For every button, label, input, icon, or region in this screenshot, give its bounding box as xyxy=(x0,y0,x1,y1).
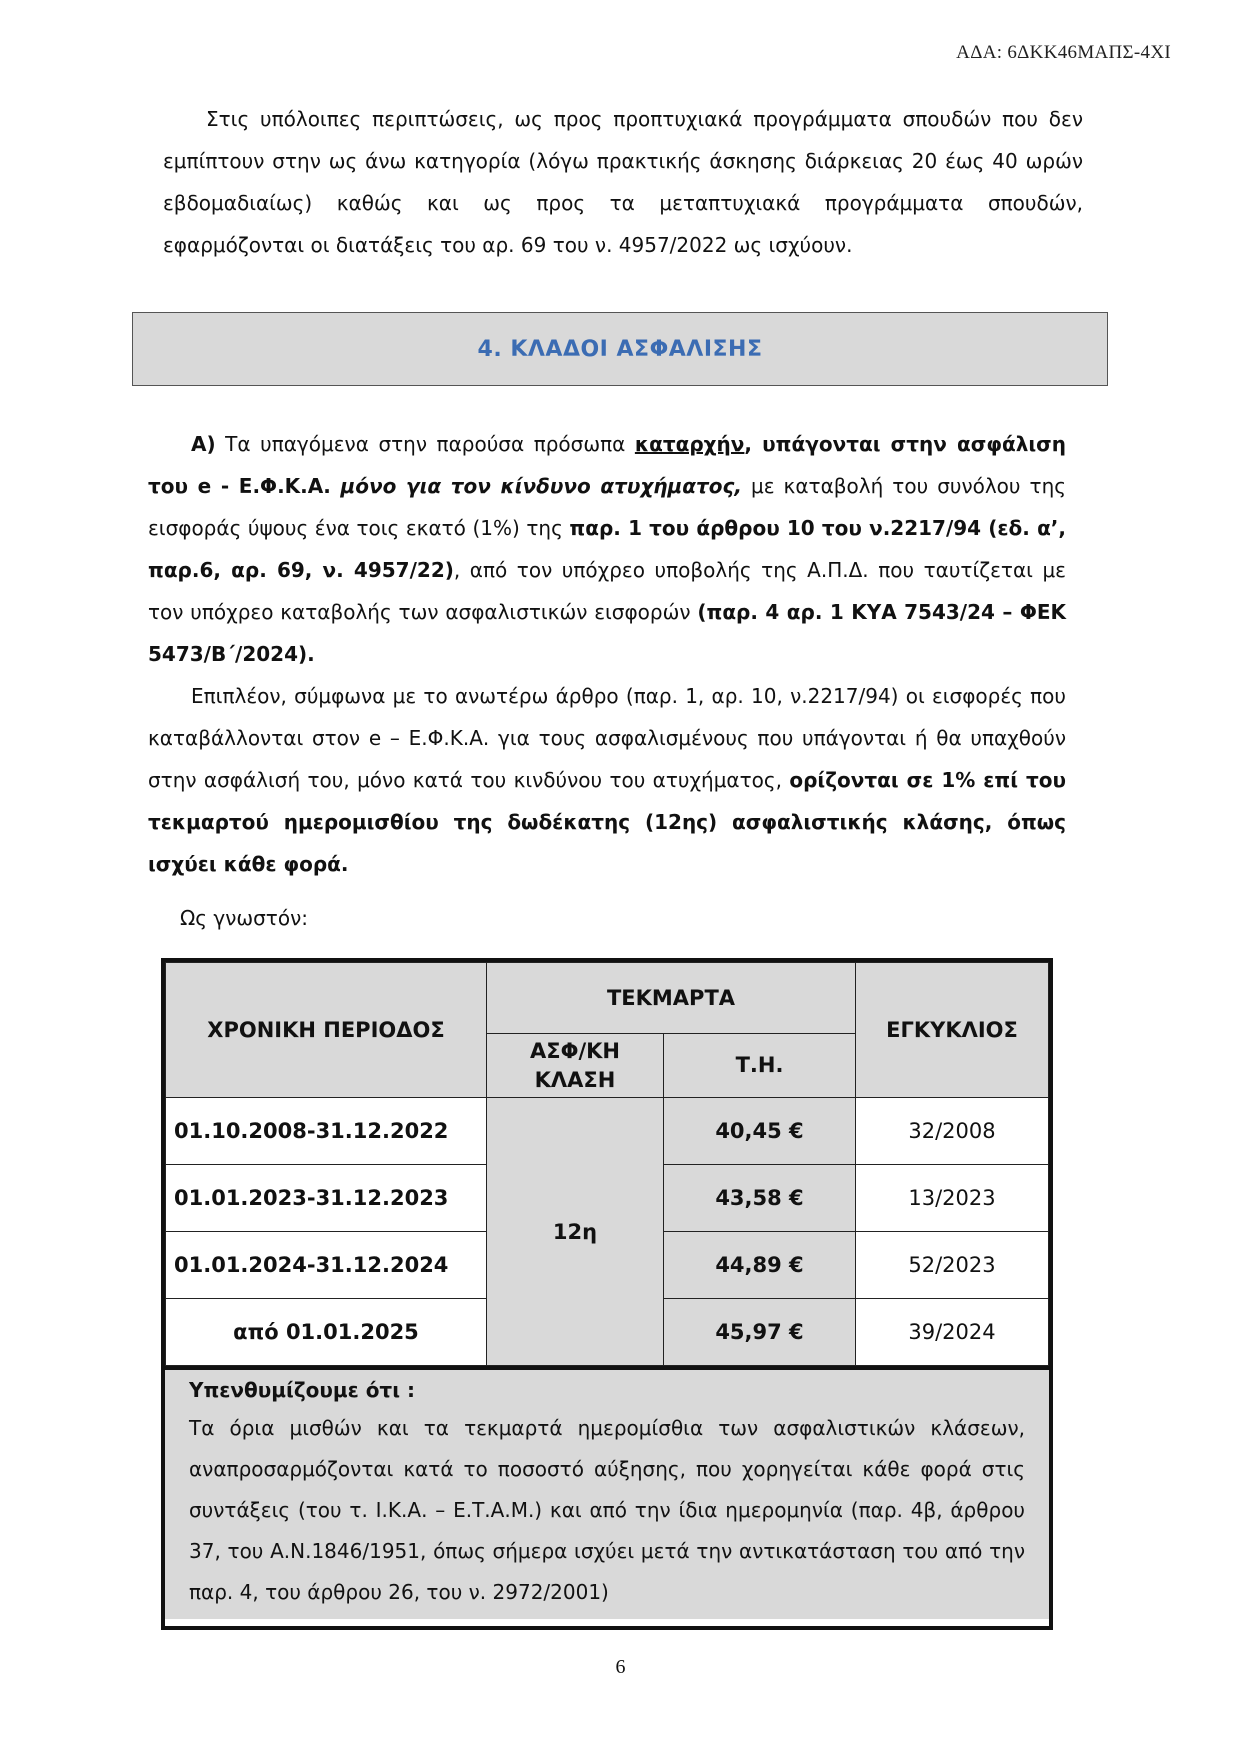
period-cell: 01.10.2008-31.12.2022 xyxy=(166,1098,487,1165)
th-cell: 44,89 € xyxy=(664,1232,856,1299)
circular-cell: 13/2023 xyxy=(856,1165,1049,1232)
header-th: Τ.Η. xyxy=(664,1034,856,1098)
th-cell: 40,45 € xyxy=(664,1098,856,1165)
header-tekmarta: ΤΕΚΜΑΡΤΑ xyxy=(487,963,856,1034)
intro-paragraph xyxy=(163,98,1083,266)
body-text xyxy=(148,423,1066,885)
header-circular: ΕΓΚΥΚΛΙΟΣ xyxy=(856,963,1049,1098)
ada-code: ΑΔΑ: 6ΔΚΚ46ΜΑΠΣ-4ΧΙ xyxy=(956,42,1171,63)
th-cell: 45,97 € xyxy=(664,1299,856,1366)
period-cell: από 01.01.2025 xyxy=(166,1299,487,1366)
paragraph-a-label: Α) xyxy=(191,432,216,456)
intro-text: Στις υπόλοιπες περιπτώσεις, ως προς προπτυχιακά προγράμματα σπουδών που δεν εμπίπτουν στην ως άνω κατηγορία (λόγω πρακτικής άσκησης διάρκειας 20 έως 40 ωρών εβδομαδιαίως) καθώς και ως προς τα μεταπτυχιακά προγράμματα σπουδών, εφαρμόζονται οι διατάξεις του αρ. 69 του ν. 4957/2022 ως ισχύουν. xyxy=(163,107,1083,257)
section-title: 4. ΚΛΑΔΟΙ ΑΣΦΑΛΙΣΗΣ xyxy=(477,336,763,362)
page-number: 6 xyxy=(615,1656,626,1678)
paragraph-a: Α) Τα υπαγόμενα στην παρούσα πρόσωπα καταρχήν, υπάγονται στην ασφάλιση του e - Ε.Φ.Κ.Α. μόνο για τον κίνδυνο ατυχήματος, με καταβολή του συνόλου της εισφοράς ύψους ένα τοις εκατό (1%) της παρ. 1 του άρθρου 10 του ν.2217/94 (εδ. α’, παρ.6, αρ. 69, ν. 4957/22), από τον υπόχρεο υποβολής της Α.Π.Δ. που ταυτίζεται με τον υπόχρεο καταβολής των ασφαλιστικών εισφορών (παρ. 4 αρ. 1 ΚΥΑ 7543/24 – ΦΕΚ 5473/Β΄/2024). xyxy=(148,432,1067,666)
circular-cell: 39/2024 xyxy=(856,1299,1049,1366)
th-cell: 43,58 € xyxy=(664,1165,856,1232)
circular-cell: 52/2023 xyxy=(856,1232,1049,1299)
circular-cell: 32/2008 xyxy=(856,1098,1049,1165)
paragraph-b: Επιπλέον, σύμφωνα με το ανωτέρω άρθρο (παρ. 1, αρ. 10, ν.2217/94) οι εισφορές που καταβάλλονται στον e – Ε.Φ.Κ.Α. για τους ασφαλισμένους που υπάγονται ή θα υπαχθούν στην ασφάλισή του, μόνο κατά του κινδύνου του ατυχήματος, ορίζονται σε 1% επί του τεκμαρτού ημερομισθίου της δωδέκατης (12ης) ασφαλιστικής κλάσης, όπως ισχύει κάθε φορά. xyxy=(148,684,1066,876)
period-cell: 01.01.2023-31.12.2023 xyxy=(166,1165,487,1232)
note-title: Υπενθυμίζουμε ότι : xyxy=(189,1378,415,1402)
class-cell: 12η xyxy=(487,1098,664,1366)
lead-text: Ως γνωστόν: xyxy=(180,906,308,930)
header-period: ΧΡΟΝΙΚΗ ΠΕΡΙΟΔΟΣ xyxy=(166,963,487,1098)
reminder-note xyxy=(165,1366,1049,1619)
note-text: Τα όρια μισθών και τα τεκμαρτά ημερομίσθια των ασφαλιστικών κλάσεων, αναπροσαρμόζονται κατά το ποσοστό αύξησης, που χορηγείται κάθε φορά στις συντάξεις (του τ. Ι.Κ.Α. – Ε.Τ.Α.Μ.) και από την ίδια ημερομηνία (παρ. 4β, άρθρου 37, του Α.Ν.1846/1951, όπως σήμερα ισχύει μετά την αντικατάσταση του από την παρ. 4, του άρθρου 26, του ν. 2972/2001) xyxy=(189,1416,1025,1604)
table-row xyxy=(166,1098,1049,1165)
section-header xyxy=(132,312,1108,386)
period-cell: 01.01.2024-31.12.2024 xyxy=(166,1232,487,1299)
rates-table xyxy=(161,958,1053,1630)
header-class: ΑΣΦ/ΚΗ ΚΛΑΣΗ xyxy=(487,1034,664,1098)
